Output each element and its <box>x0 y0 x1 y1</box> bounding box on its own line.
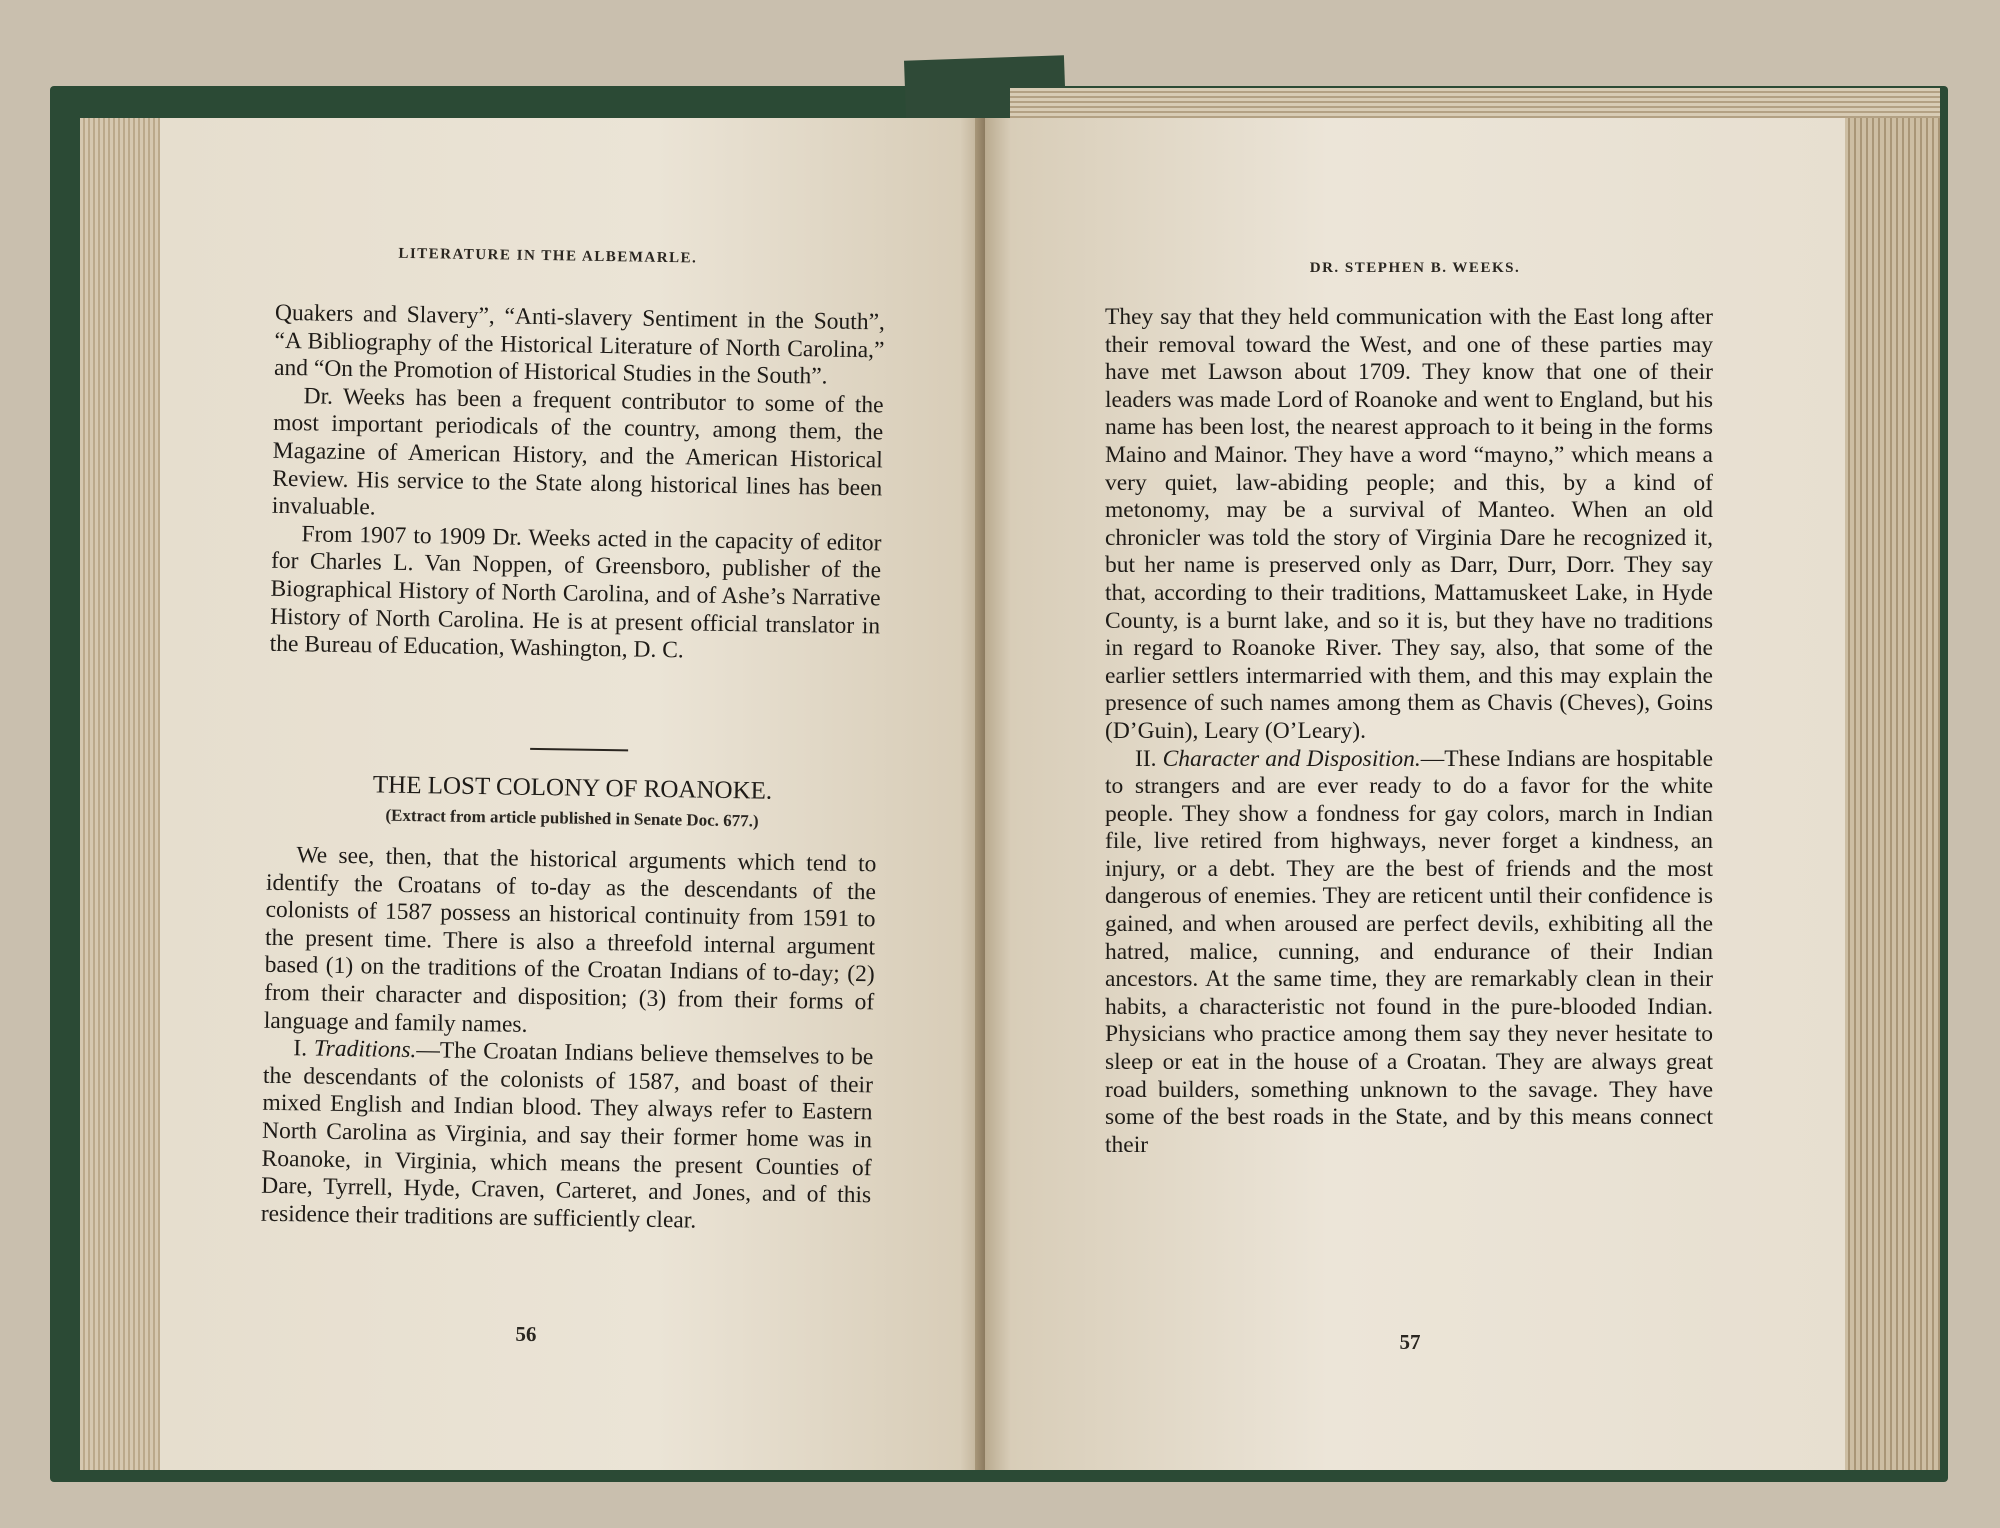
right-running-head: DR. STEPHEN B. WEEKS. <box>1309 260 1521 276</box>
right-text <box>1105 304 1713 1159</box>
paragraph: We see, then, that the historical arguments which tend to identify the Croatans of to-day as the descendants of the colonists of 1587 possess an historical continuity from 1591 to the present time. There is also a threefold internal argument based (1) on the traditions of the Croatan Indians of to-day; (2) from their character and disposition; (3) from their forms of language and family names. <box>263 842 877 1038</box>
right-page-number: 57 <box>1399 1330 1421 1354</box>
left-text-bottom <box>261 842 877 1238</box>
paragraph: They say that they held communication with the East long after their removal toward the West, and one of these parties may have met Lawson about 1709. They know that one of their leaders was made Lord of Roanoke and went to England, but his name has been lost, the nearest approach to it being in the forms Maino and Mainor. They have a word “mayno,” which means a very quiet, law-abiding people; and this, by a kind of metonomy, may be a survival of Manteo. When an old chronicler was told the story of Virginia Dare he recognized it, but her name is preserved only as Darr, Durr, Dorr. They say that, according to their traditions, Mattamuskeet Lake, in Hyde County, is a burnt lake, and so it is, but they have no traditions in regard to Roanoke River. They say, also, that some of the earlier settlers intermarried with them, and this may explain the presence of such names among them as Chavis (Cheves), Goins (D’Guin), Leary (O’Leary). <box>1105 304 1713 744</box>
character-heading: Character and Disposition. <box>1162 745 1421 772</box>
right-page <box>985 118 1845 1470</box>
traditions-text: —The Croatan Indians believe themselves to be the descendants of the colonists of 1587, and boast of their mixed English and Indian blood. They always refer to Eastern North Carolina as Virginia, and say their former home was in Roanoke, in Virginia, which means the present Counties of Dare, Tyrrell, Hyde, Craven, Carteret, and Jones, and of this residence their traditions are sufficiently clear. <box>260 1037 874 1234</box>
character-number: II. <box>1135 745 1157 772</box>
paragraph: Dr. Weeks has been a frequent contributor to some of the most important periodicals of the country, among them, the Magazine of American History, and the American Historical Review. His service to the State along historical lines has been invaluable. <box>271 383 884 521</box>
traditions-paragraph <box>261 1035 874 1238</box>
left-page <box>160 118 985 1470</box>
paragraph: From 1907 to 1909 Dr. Weeks acted in the capacity of editor for Charles L. Van Noppen, of Greensboro, publisher of the Biographical History of North Carolina, and of Ashe’s Narrative History of North Carolina. He is at present official translator in the Bureau of Education, Washington, D. C. <box>269 521 882 664</box>
paragraph: Quakers and Slavery”, “Anti-slavery Sentiment in the South”, “A Bibliography of the Historical Literature of North Carolina,” and “On the Promotion of Historical Studies in the South”. <box>273 299 886 390</box>
traditions-heading: Traditions. <box>313 1035 417 1064</box>
section-title: THE LOST COLONY OF ROANOKE. <box>372 771 773 805</box>
left-running-head: LITERATURE IN THE ALBEMARLE. <box>398 245 698 267</box>
character-paragraph <box>1105 746 1713 1160</box>
character-text: —These Indians are hospitable to strangers and are ever ready to do a favor for the white people. They show a fondness for gay colors, march in Indian file, live retired from highways, never forget a kindness, an injury, or a debt. They are the best of friends and the most dangerous of enemies. They are reticent until their confidence is gained, and when aroused are perfect devils, exhibiting all the hatred, malice, cunning, and endurance of their Indian ancestors. At the same time, they are remarkably clean in their habits, a characteristic not found in the pure-blooded Indian. Physicians who practice among them say they never hesitate to sleep or eat in the house of a Croatan. They are always great road builders, something unknown to the savage. They have some of the best roads in the State, and by this means connect their <box>1105 745 1713 1158</box>
section-subtitle: (Extract from article published in Senate Doc. 677.) <box>385 805 759 831</box>
section-divider-rule <box>530 748 628 752</box>
left-page-number: 56 <box>515 1321 537 1347</box>
left-text-top <box>270 300 886 668</box>
traditions-number: I. <box>293 1035 308 1062</box>
